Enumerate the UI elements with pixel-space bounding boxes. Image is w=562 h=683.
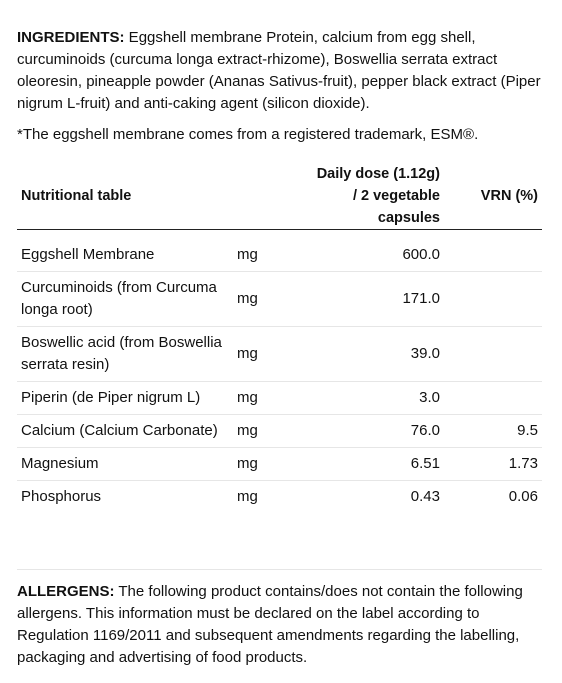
row-vrn-cell — [444, 382, 542, 415]
row-unit-cell: mg — [233, 448, 281, 481]
row-unit-cell: mg — [233, 272, 281, 327]
row-vrn-cell — [444, 327, 542, 382]
row-dose-cell: 0.43 — [410, 488, 440, 505]
row-dose-cell: 39.0 — [281, 327, 444, 382]
nutritional-table — [17, 162, 542, 513]
header-daily-dose — [281, 162, 444, 230]
row-name-cell: Phosphorus — [21, 488, 102, 505]
row-name-cell: Magnesium — [17, 448, 233, 481]
table-header-row — [17, 162, 542, 230]
ingredients-heading: INGREDIENTS: — [17, 29, 125, 46]
row-unit-cell: mg — [233, 327, 281, 382]
ingredients-paragraph — [17, 27, 545, 115]
header-daily-dose-line3: capsules — [377, 209, 440, 226]
row-dose-cell: 76.0 — [281, 415, 444, 448]
row-vrn-cell — [444, 272, 542, 327]
table-row — [17, 481, 542, 514]
table-body — [17, 230, 542, 514]
row-name-cell: Piperin (de Piper nigrum L) — [17, 382, 233, 415]
table-row — [17, 272, 542, 327]
row-vrn-cell: 9.5 — [444, 415, 542, 448]
allergens-heading: ALLERGENS: — [17, 583, 115, 600]
allergens-text: The following product contains/does not contain the following allergens. This information must be declared on the label according to Regulation 1169/2011 and subsequent amendments regarding the labelling, packaging and advertising of food products. — [17, 583, 523, 666]
row-unit-cell: mg — [233, 230, 281, 272]
row-name-cell: Eggshell Membrane — [17, 230, 233, 272]
row-dose-cell: 600.0 — [281, 230, 444, 272]
row-vrn-cell — [444, 230, 542, 272]
row-name-cell: Calcium (Calcium Carbonate) — [17, 415, 233, 448]
section-divider — [17, 569, 542, 570]
trademark-note: *The eggshell membrane comes from a registered trademark, ESM®. — [17, 126, 479, 143]
row-name-cell: Curcuminoids (from Curcuma longa root) — [17, 272, 233, 327]
header-daily-dose-line2: / 2 vegetable — [352, 187, 440, 204]
table-row — [17, 448, 542, 481]
header-nutritional-table: Nutritional table — [17, 162, 233, 230]
row-unit-cell: mg — [237, 488, 258, 505]
row-dose-cell: 171.0 — [281, 272, 444, 327]
row-name-cell: Boswellic acid (from Boswellia serrata resin) — [17, 327, 233, 382]
table-row — [17, 327, 542, 382]
header-vrn: VRN (%) — [444, 162, 542, 230]
row-unit-cell: mg — [233, 415, 281, 448]
row-unit-cell: mg — [233, 382, 281, 415]
row-dose-cell: 3.0 — [281, 382, 444, 415]
table-row — [17, 415, 542, 448]
header-daily-dose-line1: Daily dose (1.12g) — [316, 165, 440, 182]
ingredients-text: Eggshell membrane Protein, calcium from egg shell, curcuminoids (curcuma longa extract-rhizome), Boswellia serrata extract oleoresin, pineapple powder (Ananas Sativus-fruit), pepper black extract (Piper nigrum L-fruit) and anti-caking agent (silicon dioxide). — [17, 29, 541, 112]
allergens-paragraph — [17, 581, 545, 669]
table-row — [17, 382, 542, 415]
row-dose-cell: 6.51 — [281, 448, 444, 481]
header-unit — [233, 162, 281, 230]
table-row — [17, 230, 542, 272]
row-vrn-cell: 0.06 — [508, 488, 538, 505]
row-vrn-cell: 1.73 — [444, 448, 542, 481]
